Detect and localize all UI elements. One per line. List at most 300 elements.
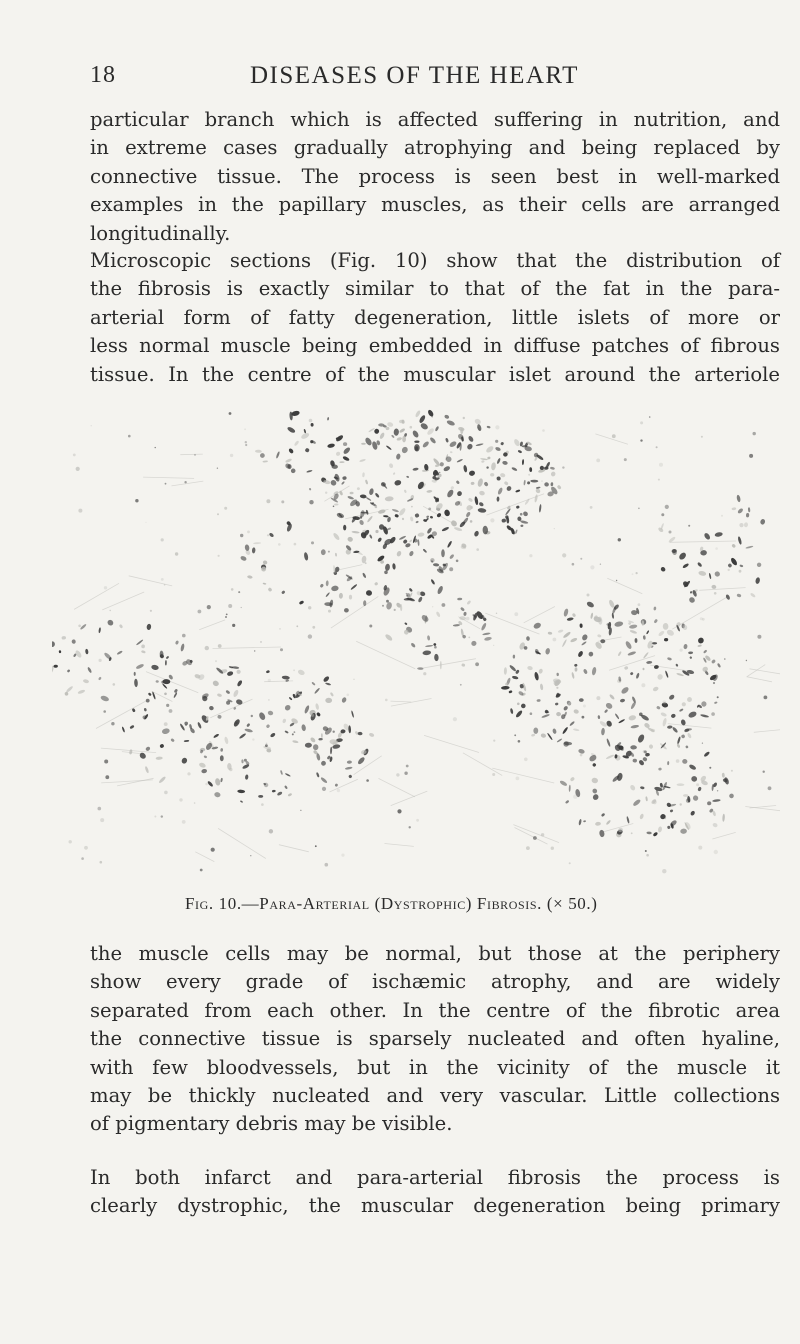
nucleus bbox=[387, 422, 394, 428]
nucleus bbox=[347, 536, 354, 542]
nucleus bbox=[239, 733, 247, 740]
nucleus bbox=[447, 540, 453, 548]
speckle bbox=[514, 612, 518, 616]
nucleus bbox=[156, 756, 163, 760]
nucleus bbox=[736, 593, 741, 597]
speckle bbox=[711, 712, 715, 716]
fibre-streak bbox=[146, 672, 198, 693]
nucleus bbox=[712, 799, 721, 802]
nucleus bbox=[598, 715, 601, 719]
nucleus bbox=[624, 666, 629, 670]
nucleus bbox=[517, 450, 522, 454]
nucleus bbox=[377, 537, 382, 543]
speckle bbox=[229, 412, 232, 415]
speckle bbox=[265, 744, 268, 747]
nucleus bbox=[615, 713, 620, 719]
nucleus bbox=[570, 776, 576, 781]
nucleus bbox=[630, 701, 637, 710]
nucleus bbox=[591, 777, 598, 783]
nucleus bbox=[166, 656, 170, 660]
nucleus bbox=[330, 747, 332, 755]
speckle bbox=[78, 509, 82, 513]
speckle bbox=[669, 531, 672, 534]
speckle bbox=[456, 560, 459, 563]
nucleus bbox=[601, 728, 605, 736]
nucleus bbox=[527, 666, 533, 671]
nucleus bbox=[635, 673, 639, 680]
speckle bbox=[184, 722, 188, 726]
nucleus bbox=[480, 458, 488, 461]
nucleus bbox=[332, 532, 340, 541]
speckle bbox=[662, 869, 666, 873]
nucleus bbox=[578, 819, 582, 826]
speckle bbox=[463, 417, 465, 419]
nucleus bbox=[523, 480, 526, 486]
nucleus bbox=[415, 520, 419, 523]
speckle bbox=[572, 563, 575, 566]
nucleus bbox=[618, 719, 625, 724]
nucleus bbox=[429, 437, 437, 445]
nucleus bbox=[410, 642, 416, 648]
speckle bbox=[514, 734, 516, 736]
nucleus bbox=[629, 784, 636, 791]
nucleus bbox=[744, 522, 749, 527]
speckle bbox=[194, 454, 196, 456]
nucleus bbox=[168, 674, 174, 680]
fibrous-tissue-streaks bbox=[74, 434, 780, 862]
speckle bbox=[442, 603, 446, 607]
speckle bbox=[728, 569, 730, 571]
nucleus bbox=[672, 726, 679, 733]
nucleus bbox=[436, 512, 442, 518]
nucleus bbox=[368, 427, 375, 432]
speckle bbox=[187, 772, 190, 775]
nucleus bbox=[158, 776, 166, 784]
nucleus bbox=[151, 664, 159, 670]
nucleus bbox=[665, 670, 669, 678]
nucleus bbox=[653, 619, 658, 624]
speckle bbox=[682, 702, 686, 706]
fibre-streak bbox=[513, 825, 559, 843]
speckle bbox=[110, 610, 111, 611]
speckle bbox=[556, 687, 558, 689]
text-line: of pigmentary debris may be visible. bbox=[90, 1112, 453, 1136]
speckle bbox=[384, 571, 388, 575]
speckle bbox=[520, 513, 523, 516]
nucleus bbox=[366, 590, 372, 596]
nucleus bbox=[646, 630, 650, 634]
speckle bbox=[551, 847, 554, 850]
speckle bbox=[226, 701, 230, 705]
nucleus bbox=[272, 790, 276, 793]
nucleus bbox=[369, 534, 373, 539]
nucleus bbox=[737, 508, 744, 515]
nucleus bbox=[320, 760, 327, 767]
nucleus bbox=[393, 472, 396, 475]
speckle bbox=[182, 820, 186, 824]
speckle bbox=[490, 518, 494, 522]
nucleus bbox=[342, 446, 351, 455]
nucleus bbox=[410, 516, 414, 521]
nucleus bbox=[391, 434, 395, 438]
speckle bbox=[215, 660, 217, 662]
nucleus bbox=[624, 640, 632, 650]
speckle bbox=[688, 525, 690, 527]
nucleus bbox=[467, 435, 474, 443]
paragraph-1 bbox=[90, 106, 780, 248]
nucleus bbox=[691, 776, 698, 782]
nucleus bbox=[359, 459, 366, 463]
speckle bbox=[218, 644, 222, 648]
speckle bbox=[105, 775, 109, 779]
nucleus bbox=[287, 793, 292, 797]
nucleus bbox=[632, 798, 641, 807]
nucleus bbox=[627, 651, 636, 657]
speckle bbox=[169, 709, 173, 713]
nucleus bbox=[550, 466, 555, 470]
nucleus bbox=[646, 661, 652, 664]
nucleus bbox=[359, 519, 365, 525]
speckle bbox=[250, 855, 251, 856]
nucleus bbox=[311, 423, 314, 427]
nucleus bbox=[682, 563, 689, 569]
fibre-streak bbox=[463, 753, 502, 776]
speckle bbox=[404, 772, 407, 775]
speckle bbox=[166, 704, 169, 707]
nucleus bbox=[146, 623, 151, 630]
speckle bbox=[194, 802, 196, 804]
nucleus bbox=[426, 427, 435, 436]
nucleus bbox=[597, 634, 602, 638]
nucleus bbox=[416, 590, 422, 596]
nucleus bbox=[697, 786, 702, 791]
speckle bbox=[409, 826, 411, 828]
speckle bbox=[175, 552, 178, 555]
speckle bbox=[496, 613, 497, 614]
nucleus bbox=[739, 564, 743, 567]
nucleus bbox=[305, 743, 312, 748]
speckle bbox=[207, 605, 211, 609]
speckle bbox=[309, 500, 313, 504]
fibre-streak bbox=[379, 778, 416, 797]
speckle bbox=[553, 638, 557, 642]
nucleus bbox=[361, 443, 366, 445]
nucleus bbox=[501, 518, 506, 523]
nucleus bbox=[605, 702, 614, 710]
nucleus bbox=[681, 734, 686, 739]
speckle bbox=[161, 538, 164, 541]
speckle bbox=[328, 551, 330, 553]
speckle bbox=[182, 634, 186, 638]
speckle bbox=[658, 479, 660, 481]
nucleus bbox=[285, 679, 289, 682]
speckle bbox=[631, 832, 633, 834]
nucleus bbox=[343, 525, 346, 531]
nucleus bbox=[697, 562, 703, 568]
nucleus bbox=[668, 694, 675, 701]
nucleus bbox=[745, 545, 753, 549]
nucleus bbox=[511, 467, 518, 472]
nucleus bbox=[678, 551, 687, 561]
nucleus bbox=[504, 667, 507, 675]
fibre-streak bbox=[750, 669, 781, 677]
speckle bbox=[665, 505, 669, 509]
nucleus bbox=[357, 756, 366, 765]
nucleus bbox=[688, 710, 698, 718]
nucleus bbox=[325, 592, 330, 597]
nucleus bbox=[677, 783, 685, 786]
nucleus bbox=[591, 667, 597, 676]
nucleus bbox=[662, 718, 667, 727]
nucleus bbox=[660, 566, 666, 572]
nucleus bbox=[563, 608, 569, 617]
nucleus bbox=[620, 686, 630, 695]
nucleus bbox=[550, 471, 556, 477]
nucleus bbox=[284, 785, 288, 789]
text-line: in extreme cases gradually atrophying and being replaced by bbox=[90, 136, 780, 160]
speckle bbox=[281, 500, 284, 503]
nucleus bbox=[350, 492, 354, 495]
speckle bbox=[91, 425, 92, 426]
speckle bbox=[385, 699, 388, 702]
speckle bbox=[717, 696, 719, 698]
nucleus bbox=[701, 701, 706, 706]
nucleus bbox=[144, 766, 149, 774]
speckle bbox=[164, 584, 166, 586]
speckle bbox=[530, 712, 533, 715]
nucleus bbox=[259, 453, 265, 459]
speckle bbox=[453, 717, 457, 721]
nucleus bbox=[392, 508, 400, 512]
nucleus bbox=[583, 820, 586, 822]
nucleus bbox=[637, 733, 646, 743]
nucleus bbox=[427, 409, 434, 417]
speckle bbox=[640, 421, 643, 424]
nucleus bbox=[423, 548, 428, 553]
nucleus bbox=[746, 513, 749, 518]
speckle bbox=[449, 567, 453, 571]
speckle bbox=[646, 854, 649, 857]
speckle bbox=[280, 648, 283, 651]
speckle bbox=[217, 513, 219, 515]
nucleus bbox=[220, 778, 223, 783]
speckle bbox=[311, 541, 314, 544]
nucleus bbox=[360, 494, 367, 498]
speckle bbox=[406, 765, 409, 768]
nucleus bbox=[244, 728, 253, 733]
nucleus bbox=[350, 584, 357, 591]
nucleus bbox=[129, 749, 133, 755]
nucleus bbox=[487, 456, 491, 459]
speckle bbox=[279, 628, 280, 629]
nucleus bbox=[213, 733, 220, 738]
speckle bbox=[432, 416, 433, 417]
speckle bbox=[580, 558, 582, 560]
nucleus bbox=[439, 462, 444, 467]
nucleus bbox=[703, 649, 707, 653]
speckle bbox=[251, 715, 253, 717]
nucleus bbox=[688, 651, 693, 654]
speckle bbox=[226, 614, 228, 616]
speckle bbox=[680, 649, 683, 652]
nucleus bbox=[343, 442, 347, 446]
nucleus bbox=[496, 476, 500, 480]
speckle bbox=[423, 672, 426, 675]
nucleus bbox=[148, 692, 152, 696]
nucleus bbox=[262, 560, 268, 565]
nucleus bbox=[214, 792, 221, 798]
speckle bbox=[266, 499, 270, 503]
nucleus bbox=[313, 744, 319, 750]
nucleus bbox=[378, 509, 386, 515]
nucleus bbox=[569, 785, 571, 792]
speckle bbox=[228, 604, 232, 608]
text-line: the connective tissue is sparsely nucleated and often hyaline, bbox=[90, 1027, 780, 1051]
nucleus bbox=[304, 447, 309, 452]
fibre-streak bbox=[485, 613, 539, 634]
nucleus bbox=[433, 643, 437, 646]
nucleus bbox=[714, 701, 718, 704]
speckle bbox=[386, 600, 389, 603]
nucleus bbox=[479, 490, 486, 496]
nucleus bbox=[586, 601, 595, 609]
nucleus bbox=[592, 763, 597, 768]
nucleus bbox=[207, 780, 214, 787]
nucleus bbox=[284, 704, 292, 712]
speckle bbox=[244, 759, 247, 762]
nucleus bbox=[486, 426, 490, 429]
speckle bbox=[624, 458, 627, 461]
speckle bbox=[636, 572, 638, 574]
nucleus bbox=[522, 459, 524, 465]
speckle bbox=[493, 740, 495, 742]
nucleus bbox=[321, 733, 323, 738]
fibre-streak bbox=[524, 607, 555, 623]
speckle bbox=[341, 854, 344, 857]
nucleus bbox=[247, 575, 253, 579]
nucleus bbox=[430, 579, 435, 585]
nucleus bbox=[461, 663, 465, 667]
nucleus bbox=[501, 686, 510, 690]
fibre-streak bbox=[391, 699, 432, 707]
nucleus bbox=[399, 420, 404, 424]
speckle bbox=[100, 861, 103, 864]
speckle bbox=[200, 869, 203, 872]
nucleus bbox=[652, 686, 659, 692]
nucleus bbox=[606, 738, 611, 747]
nucleus bbox=[541, 714, 550, 719]
speckle bbox=[528, 474, 530, 476]
nucleus bbox=[220, 748, 223, 752]
speckle bbox=[224, 507, 227, 510]
nucleus bbox=[473, 530, 479, 537]
nucleus bbox=[760, 519, 766, 526]
nucleus bbox=[418, 596, 424, 603]
nucleus bbox=[347, 760, 352, 764]
nucleus bbox=[119, 624, 123, 629]
nucleus bbox=[468, 470, 475, 477]
nucleus bbox=[590, 613, 593, 620]
caption-title: Fig. 10.—Para-Arterial (Dystrophic) Fibrosis. bbox=[185, 894, 543, 913]
nucleus bbox=[327, 443, 335, 449]
text-line: arterial form of fatty degeneration, little islets of more or bbox=[90, 305, 780, 329]
nucleus bbox=[550, 482, 553, 486]
fibre-streak bbox=[668, 724, 712, 729]
nucleus bbox=[325, 698, 332, 703]
nucleus bbox=[288, 448, 294, 455]
speckle bbox=[618, 538, 621, 541]
nucleus bbox=[326, 580, 329, 586]
speckle bbox=[225, 616, 227, 618]
nucleus bbox=[227, 671, 234, 677]
nucleus bbox=[500, 473, 506, 478]
nucleus bbox=[342, 456, 350, 462]
nucleus bbox=[412, 430, 420, 439]
nucleus bbox=[539, 504, 542, 513]
speckle bbox=[612, 434, 616, 438]
nucleus bbox=[629, 624, 638, 629]
nucleus bbox=[533, 728, 538, 734]
nucleus bbox=[502, 460, 508, 465]
speckle bbox=[573, 795, 577, 799]
speckle bbox=[312, 626, 315, 629]
speckle bbox=[746, 660, 747, 661]
nucleus bbox=[440, 661, 442, 669]
nucleus bbox=[420, 422, 429, 431]
nucleus bbox=[629, 629, 637, 634]
speckle bbox=[698, 846, 702, 850]
nucleus bbox=[159, 743, 164, 748]
nucleus bbox=[679, 708, 684, 712]
speckle bbox=[739, 523, 743, 527]
nucleus bbox=[170, 738, 175, 743]
nucleus bbox=[450, 486, 454, 491]
nucleus bbox=[266, 670, 270, 674]
nucleus bbox=[87, 667, 92, 674]
speckle bbox=[293, 669, 295, 671]
nucleus bbox=[197, 722, 202, 729]
nucleus bbox=[267, 587, 272, 592]
caption-magnification: (× 50.) bbox=[546, 894, 598, 913]
nucleus bbox=[139, 752, 148, 760]
nucleus bbox=[570, 637, 578, 643]
nucleus bbox=[285, 458, 292, 463]
text-line: Microscopic sections (Fig. 10) show that the distribution of bbox=[90, 249, 780, 272]
speckle bbox=[353, 679, 354, 680]
nucleus bbox=[315, 703, 320, 710]
nucleus bbox=[642, 668, 644, 671]
nucleus bbox=[422, 650, 431, 655]
speckle bbox=[78, 625, 81, 628]
nucleus bbox=[344, 608, 349, 612]
fibre-streak bbox=[213, 647, 281, 649]
speckle bbox=[104, 586, 107, 589]
nucleus bbox=[664, 638, 668, 641]
nucleus bbox=[676, 673, 684, 677]
nucleus bbox=[660, 712, 667, 718]
nucleus bbox=[267, 710, 273, 716]
speckle bbox=[495, 440, 498, 443]
nucleus bbox=[571, 672, 575, 679]
nucleus bbox=[441, 549, 445, 557]
nucleus bbox=[711, 659, 716, 664]
nucleus bbox=[466, 443, 473, 451]
nucleus bbox=[460, 607, 465, 612]
nucleus bbox=[520, 520, 529, 524]
nucleus bbox=[135, 663, 144, 670]
nucleus bbox=[98, 676, 102, 680]
nucleus bbox=[653, 606, 656, 610]
